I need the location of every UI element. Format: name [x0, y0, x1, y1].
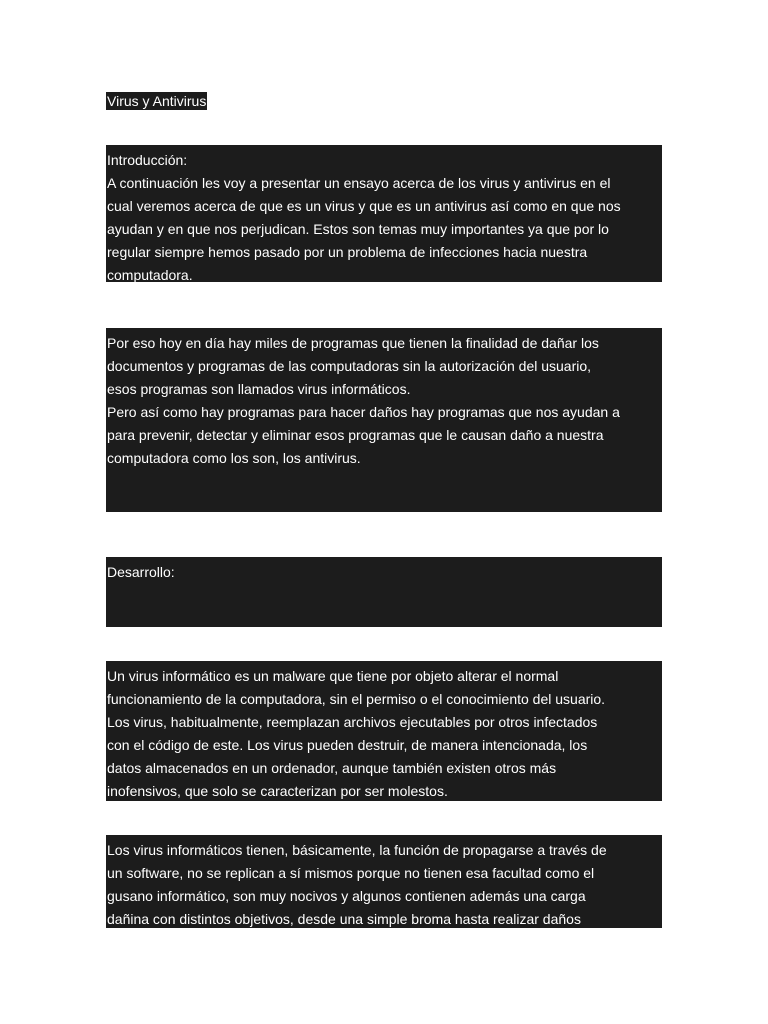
- section-heading-introduccion: Introducción:: [107, 152, 188, 168]
- section-heading-desarrollo: Desarrollo:: [107, 564, 175, 580]
- paragraph-line: Los virus informáticos tienen, básicamente, la función de propagarse a través de: [107, 842, 607, 858]
- text-block-desarrollo: [106, 557, 662, 627]
- paragraph-line: datos almacenados en un ordenador, aunque también existen otros más: [107, 760, 557, 776]
- text-block-definicion-virus: [106, 661, 662, 801]
- paragraph-line: computadora.: [107, 267, 193, 282]
- paragraph-line: Un virus informático es un malware que tiene por objeto alterar el normal: [107, 668, 559, 684]
- paragraph-line: A continuación les voy a presentar un ensayo acerca de los virus y antivirus en el: [107, 175, 611, 191]
- paragraph-line: gusano informático, son muy nocivos y algunos contienen además una carga: [107, 888, 586, 904]
- paragraph-line: Por eso hoy en día hay miles de programas que tienen la finalidad de dañar los: [107, 335, 599, 351]
- paragraph-line: con el código de este. Los virus pueden destruir, de manera intencionada, los: [107, 737, 588, 753]
- paragraph-line: computadora como los son, los antivirus.: [107, 450, 361, 466]
- paragraph-line: un software, no se replican a sí mismos porque no tienen esa facultad como el: [107, 865, 595, 881]
- paragraph-line: regular siempre hemos pasado por un problema de infecciones hacia nuestra: [107, 244, 588, 260]
- paragraph-line: ayudan y en que nos perjudican. Estos son temas muy importantes ya que por lo: [107, 221, 609, 237]
- paragraph-line: documentos y programas de las computadoras sin la autorización del usuario,: [107, 358, 592, 374]
- paragraph-line: inofensivos, que solo se caracterizan por ser molestos.: [107, 783, 448, 799]
- text-block-introduction: [106, 145, 662, 282]
- paragraph-line: dañina con distintos objetivos, desde una simple broma hasta realizar daños: [107, 911, 581, 927]
- paragraph-line: esos programas son llamados virus informáticos.: [107, 381, 411, 397]
- paragraph-line: Pero así como hay programas para hacer daños hay programas que nos ayudan a: [107, 404, 620, 420]
- paragraph-line: para prevenir, detectar y eliminar esos programas que le causan daño a nuestra: [107, 427, 604, 443]
- document-title: Virus y Antivirus: [107, 93, 207, 109]
- text-block-programas: [106, 328, 662, 512]
- paragraph-line: cual veremos acerca de que es un virus y que es un antivirus así como en que nos: [107, 198, 621, 214]
- paragraph-line: Los virus, habitualmente, reemplazan archivos ejecutables por otros infectados: [107, 714, 598, 730]
- paragraph-line: funcionamiento de la computadora, sin el permiso o el conocimiento del usuario.: [107, 691, 606, 707]
- text-block-propagacion: [106, 835, 662, 928]
